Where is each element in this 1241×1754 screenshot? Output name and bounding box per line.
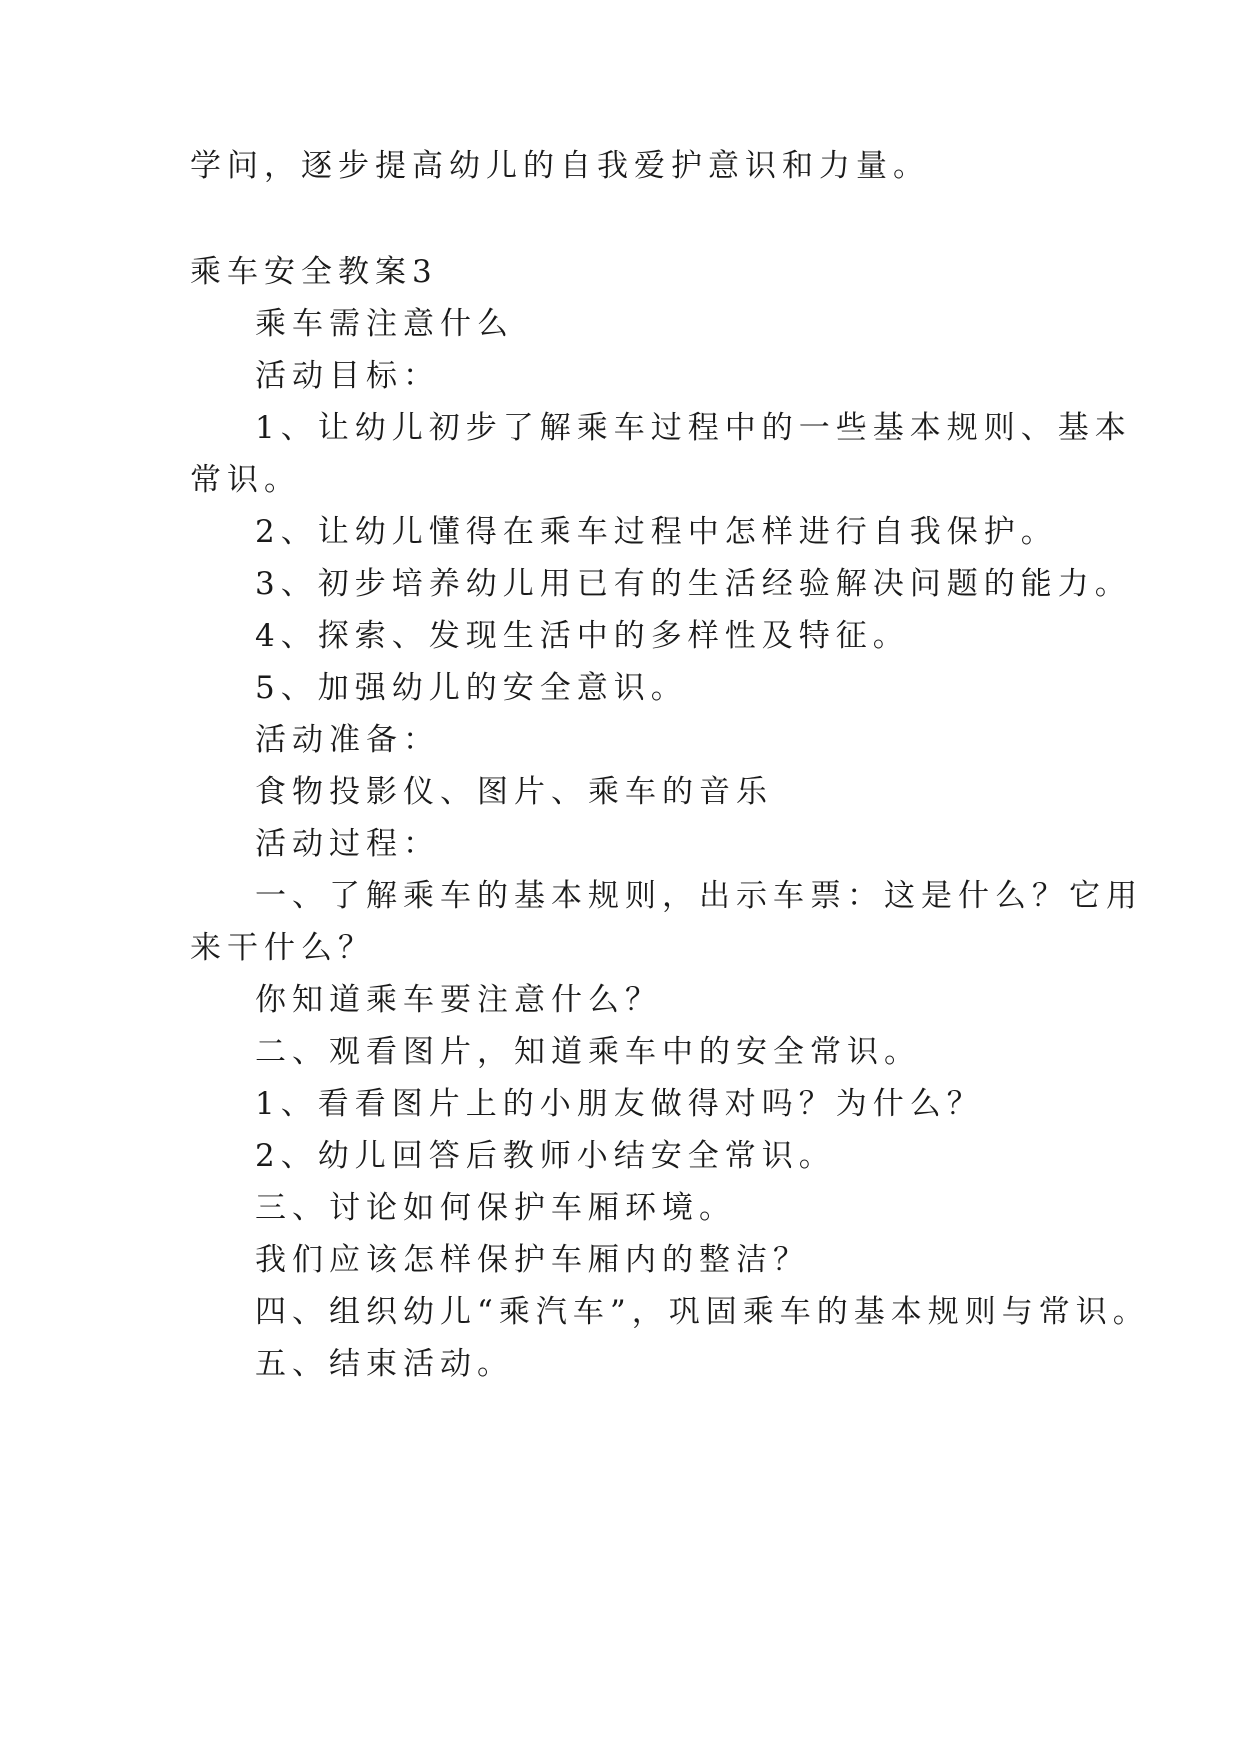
process-step-1: 一、了解乘车的基本规则，出示车票：这是什么？它用 — [255, 878, 1143, 914]
goal-item-3: 3、初步培养幼儿用已有的生活经验解决问题的能力。 — [255, 566, 1132, 602]
process-step-2-item-1: 1、看看图片上的小朋友做得对吗？为什么？ — [255, 1086, 984, 1122]
process-step-1-continuation: 来干什么？ — [190, 930, 375, 966]
section-heading: 乘车安全教案3 — [190, 254, 438, 290]
goal-item-2: 2、让幼儿懂得在乘车过程中怎样进行自我保护。 — [255, 514, 1058, 550]
process-step-3-question: 我们应该怎样保护车厢内的整洁？ — [255, 1242, 810, 1278]
preparation-heading: 活动准备： — [255, 722, 440, 758]
goal-item-1-continuation: 常识。 — [190, 462, 301, 498]
process-step-2-item-2: 2、幼儿回答后教师小结安全常识。 — [255, 1138, 836, 1174]
process-heading: 活动过程： — [255, 826, 440, 862]
process-step-5: 五、结束活动。 — [255, 1346, 514, 1382]
process-step-4: 四、组织幼儿“乘汽车”，巩固乘车的基本规则与常识。 — [255, 1294, 1150, 1330]
process-step-2: 二、观看图片，知道乘车中的安全常识。 — [255, 1034, 921, 1070]
process-question: 你知道乘车要注意什么？ — [255, 982, 662, 1018]
paragraph-continuation: 学问，逐步提高幼儿的自我爱护意识和力量。 — [190, 148, 930, 184]
goal-item-1: 1、让幼儿初步了解乘车过程中的一些基本规则、基本 — [255, 410, 1132, 446]
goals-heading: 活动目标： — [255, 358, 440, 394]
goal-item-5: 5、加强幼儿的安全意识。 — [255, 670, 688, 706]
lesson-title: 乘车需注意什么 — [255, 306, 514, 342]
preparation-materials: 食物投影仪、图片、乘车的音乐 — [255, 774, 773, 810]
goal-item-4: 4、探索、发现生活中的多样性及特征。 — [255, 618, 910, 654]
process-step-3: 三、讨论如何保护车厢环境。 — [255, 1190, 736, 1226]
